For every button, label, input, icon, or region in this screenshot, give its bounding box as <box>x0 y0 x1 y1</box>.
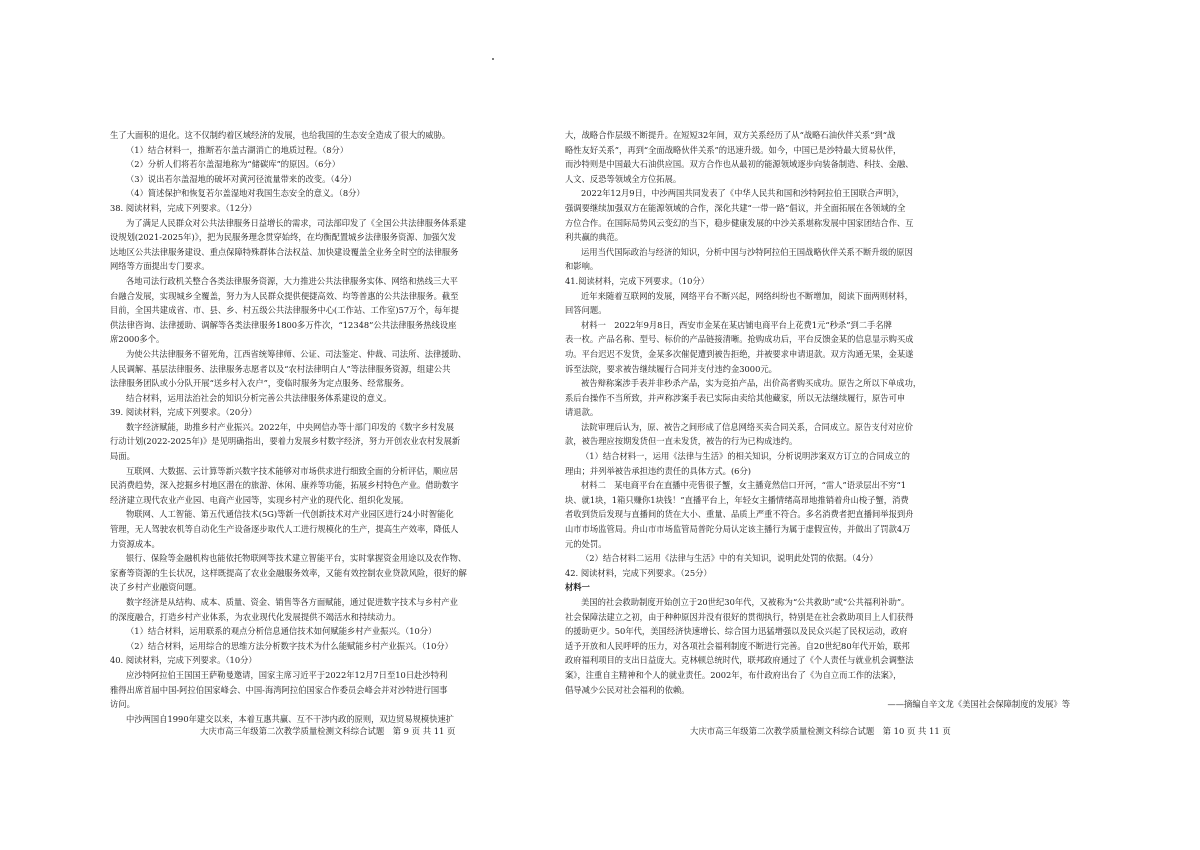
text-line: 被告辩称案涉手表并非秒杀产品，实为竞拍产品，出价高者购买成功。原告之所以下单成功， <box>581 378 922 389</box>
text-line: 设规划(2021-2025年)》，把为民服务理念贯穿始终，在均衡配置城乡法律服务资源、加强欠发 <box>110 232 457 243</box>
text-line: 数字经济是从结构、成本、质量、资金、销售等各方面赋能，通过促进数字技术与乡村产业 <box>126 597 458 607</box>
text-line: 法院审理后认为，原、被告之间形成了信息网络买卖合同关系，合同成立。原告支付对应价 <box>581 421 913 432</box>
question-item: （1）结合材料一，运用《法律与生活》的相关知识，分析说明涉案双方订立的合同成立的 <box>581 451 910 462</box>
question-item: （1）结合材料，运用联系的观点分析信息通信技术如何赋能乡村产业振兴。（10分） <box>126 626 437 637</box>
text-line: 为使公共法律服务不留死角，江西省统筹律师、公证、司法鉴定、仲裁、司法所、法律援助、 <box>126 348 467 359</box>
text-line: 社会保障法建立之初，由于种种原因并没有很好的贯彻执行，特别是在社会救助项目上人们获得 <box>565 611 914 622</box>
text-line: 倡导减少公民对社会福利的依赖。 <box>565 684 690 695</box>
question-heading: 40. 阅读材料，完成下列要求。（10分） <box>110 655 257 666</box>
question-heading: 38. 阅读材料，完成下列要求。（12分） <box>110 202 257 213</box>
question-item: （2）结合材料二运用《法律与生活》中的有关知识，说明此处罚的依据。（4分） <box>581 553 878 564</box>
text-line: 山市市场监管局。舟山市市场监管局普陀分局认定该主播行为属于虚假宣传，并做出了罚款4万 <box>565 524 911 535</box>
page-footer-left: 大庆市高三年级第二次教学质量检测文科综合试题 第 9 页 共 11 页 <box>200 726 456 736</box>
text-line: 生了大面积的退化。这不仅制约着区域经济的发展，也给我国的生态安全造成了很大的威胁。 <box>110 130 451 140</box>
question-heading: 42. 阅读材料，完成下列要求。（25分） <box>565 567 712 578</box>
text-line: 者收到货后发现与直播间的货在大小、重量、品质上严重不符合。多名消费者把直播间举报到舟 <box>565 509 914 520</box>
question-prompt: 和影响。 <box>565 261 599 272</box>
text-line: 块、就1块，1箱只赚你1块钱！”直播平台上，年轻女主播情绪高昂地推销着舟山梭子蟹，消费 <box>565 494 909 505</box>
material-one: 材料一 2022年9月8日，西安市金某在某店铺电商平台上花费1元“秒杀”到二手名牌 <box>581 319 892 330</box>
text-line: 款，被告理应按期发货但一直未发货，被告的行为已构成违约。 <box>565 436 798 447</box>
text-line: 强调要继续加强双方在能源领域的合作，深化共建“一带一路”倡议，并全面拓展在各领域的全 <box>565 202 906 213</box>
question-item: （3）说出若尔盖湿地的破坏对黄河径流量带来的改变。（4分） <box>126 173 357 184</box>
text-line: 应沙特阿拉伯王国国王萨勒曼邀请，国家主席习近平于2022年12月7日至10日赴沙特利 <box>126 669 448 680</box>
text-line: 利共赢的典范。 <box>565 232 624 243</box>
text-line: 物联网、人工智能、第五代通信技术(5G)等新一代创新技术对产业园区进行24小时智能化 <box>126 509 454 520</box>
source-citation: ——摘编自辛文龙《美国社会保障制度的发展》等 <box>887 699 1070 710</box>
text-line: 略性友好关系”，再到“全面战略伙伴关系”的迅速升级。如今，中国已是沙特最大贸易伙伴， <box>565 144 902 155</box>
text-line: 案》，注重自主精神和个人的就业责任。2002年，布什政府出台了《为自立而工作的法案》， <box>565 669 902 680</box>
question-prompt: 结合材料，运用法治社会的知识分析完善公共法律服务体系建设的意义。 <box>126 392 392 403</box>
text-line: 台融合发展，实现城乡全覆盖，努力为人民群众提供便捷高效、均等普惠的公共法律服务。截至 <box>110 290 459 301</box>
text-line: 的深度融合，打造乡村产业体系，为农业现代化发展提供不竭活水和持续动力。 <box>110 611 401 622</box>
text-line: 法律服务团队或小分队开展“送乡村入农户”，变临时服务为定点服务、经常服务。 <box>110 378 409 389</box>
text-line: 政府福利项目的支出日益庞大。克林顿总统时代，联邦政府通过了《个人责任与就业机会调整法 <box>565 655 914 666</box>
text-line: 回答问题。 <box>565 305 607 316</box>
text-line: 而沙特则是中国最大石油供应国。双方合作也从最初的能源领域逐步向装备制造、科技、金融、 <box>565 159 914 170</box>
scan-speck <box>492 58 494 60</box>
text-line: 管理，无人驾驶农机等自动化生产设备逐步取代人工进行规模化的生产，提高生产效率，降低人 <box>110 524 459 535</box>
question-heading: 39. 阅读材料，完成下列要求。（20分） <box>110 407 257 418</box>
page-footer-right: 大庆市高三年级第二次教学质量检测文科综合试题 第 10 页 共 11 页 <box>690 726 951 736</box>
text-line: 诉至法院，要求被告继续履行合同并支付违约金3000元。 <box>565 363 777 374</box>
text-line: 人民调解、基层法律服务、法律服务志愿者以及“农村法律明白人”等法律服务资源，组建公共 <box>110 363 451 374</box>
text-line: 各地司法行政机关整合各类法律服务资源，大力推进公共法律服务实体、网络和热线三大平 <box>126 275 458 286</box>
text-line: 达地区公共法律服务建设、重点保障特殊群体合法权益、加快建设覆盖全业务全时空的法律服务 <box>110 246 459 257</box>
text-line: 的援助更少。50年代，美国经济快速增长、综合国力迅猛增强以及民众兴起了民权运动，政府 <box>565 626 908 637</box>
text-line: 请退款。 <box>565 407 599 418</box>
text-line: 2022年12月9日，中沙两国共同发表了《中华人民共和国和沙特阿拉伯王国联合声明》， <box>581 188 905 199</box>
question-item: （1）结合材料一，推断若尔盖古湖消亡的地质过程。（8分） <box>126 144 349 155</box>
text-line: 元的处罚。 <box>565 538 607 549</box>
question-item: （2）结合材料，运用综合的思维方法分析数字技术为什么能赋能乡村产业振兴。（10分） <box>126 640 453 651</box>
text-line: 局面。 <box>110 451 135 462</box>
text-line: 互联网、大数据、云计算等新兴数字技术能够对市场供求进行细致全面的分析评估，顺应居 <box>126 465 458 476</box>
text-line: 银行、保险等金融机构也能依托物联网等技术建立智能平台，实时掌握资金用途以及农作物、 <box>126 553 467 564</box>
material-heading: 材料一 <box>565 582 590 593</box>
text-line: 力资源成本。 <box>110 538 160 549</box>
text-line: 席2000多个。 <box>110 334 165 345</box>
text-line: 功。平台迟迟不发货，金某多次催促遭到被告拒绝，并被要求申请退款。双方沟通无果，金某遂 <box>565 348 914 359</box>
text-line: 雅得出席首届中国-阿拉伯国家峰会、中国-海湾阿拉伯国家合作委员会峰会并对沙特进行国事 <box>110 684 448 695</box>
text-line: 行动计划(2022-2025年)》是见明确指出，要着力发展乡村数字经济，努力开创农业农村发展新 <box>110 436 461 447</box>
text-line: 为了满足人民群众对公共法律服务日益增长的需求，司法部印发了《全国公共法律服务体系建 <box>126 217 467 228</box>
text-line: 目前，全国共建成省、市、县、乡、村五级公共法律服务中心(工作站、工作室)57万个，每年提 <box>110 305 459 316</box>
text-line: 家畜等资源的生长状况，这样既提高了农业金融服务效率，又能有效控制农业贷款风险，很好的解 <box>110 567 467 578</box>
text-line: 决了乡村产业融资问题。 <box>110 582 202 593</box>
text-line: 民消费趋势，深入挖掘乡村地区潜在的旅游、休闲、康养等功能，拓展乡村特色产业。借助数字 <box>110 480 459 491</box>
text-line: 表一枚。产品名称、型号、标价的产品链接清晰。抢购成功后，平台反馈金某的信息显示购买成 <box>565 334 914 345</box>
text-line: 经济建立现代农业产业园、电商产业园等，实现乡村产业的现代化、组织化发展。 <box>110 494 409 505</box>
material-two: 材料二 某电商平台在直播中売售很子蟹，女主播竟然信口开河，“雷人”语录层出不穷“1 <box>581 480 906 491</box>
question-item: （2）分析人们将若尔盖湿地称为“储碳库”的原因。（6分） <box>126 159 341 170</box>
text-line: 方位合作。在国际局势风云变幻的当下，稳步健康发展的中沙关系堪称发展中国家团结合作、互 <box>565 217 914 228</box>
question-item: 理由；并列举被告承担违约责任的具体方式。(6分) <box>565 465 751 476</box>
text-line: 近年来随着互联网的发展，网络平台不断兴起，网络纠纷也不断增加，阅读下面两则材料， <box>581 290 913 301</box>
left-page <box>110 128 615 726</box>
text-line: 人文、反恐等领域全方位拓展。 <box>565 173 682 184</box>
text-line: 系后台操作不当所致，并声称涉案手表已实际由卖给其他藏家，所以无法继续履行，原告可申 <box>565 392 906 403</box>
question-item: （4）简述保护和恢复若尔盖湿地对我国生态安全的意义。（8分） <box>126 188 365 199</box>
question-heading: 41.阅读材料，完成下列要求。（10分） <box>565 275 710 286</box>
text-line: 中沙两国自1990年建交以来，本着互惠共赢、互不干涉内政的原则，双边贸易规模快速扩 <box>126 713 455 724</box>
text-line: 供法律咨询、法律援助、调解等各类法律服务1800多万件次，“12348”公共法律服务热线设座 <box>110 319 457 330</box>
text-line: 网络等方面提出专门要求。 <box>110 261 210 272</box>
text-line: 适予开放和人民呼呼的压力，对各项社会福利制度不断进行完善。自20世纪80年代开始，联邦 <box>565 640 910 651</box>
right-page <box>565 128 1070 712</box>
text-line: 大，战略合作层级不断提升。在短短32年间，双方关系经历了从“战略石油伙伴关系”到“战 <box>565 130 896 140</box>
question-prompt: 运用当代国际政治与经济的知识，分析中国与沙特阿拉伯王国战略伙伴关系不断升级的原因 <box>581 246 913 257</box>
text-line: 数字经济赋能，助推乡村产业振兴。2022年，中央网信办等十部门印发的《数字乡村发展 <box>126 421 455 432</box>
text-line: 访问。 <box>110 699 135 710</box>
text-line: 美国的社会救助制度开始创立于20世纪30年代，又被称为“公共救助”或“公共福利补助”。 <box>581 597 910 607</box>
